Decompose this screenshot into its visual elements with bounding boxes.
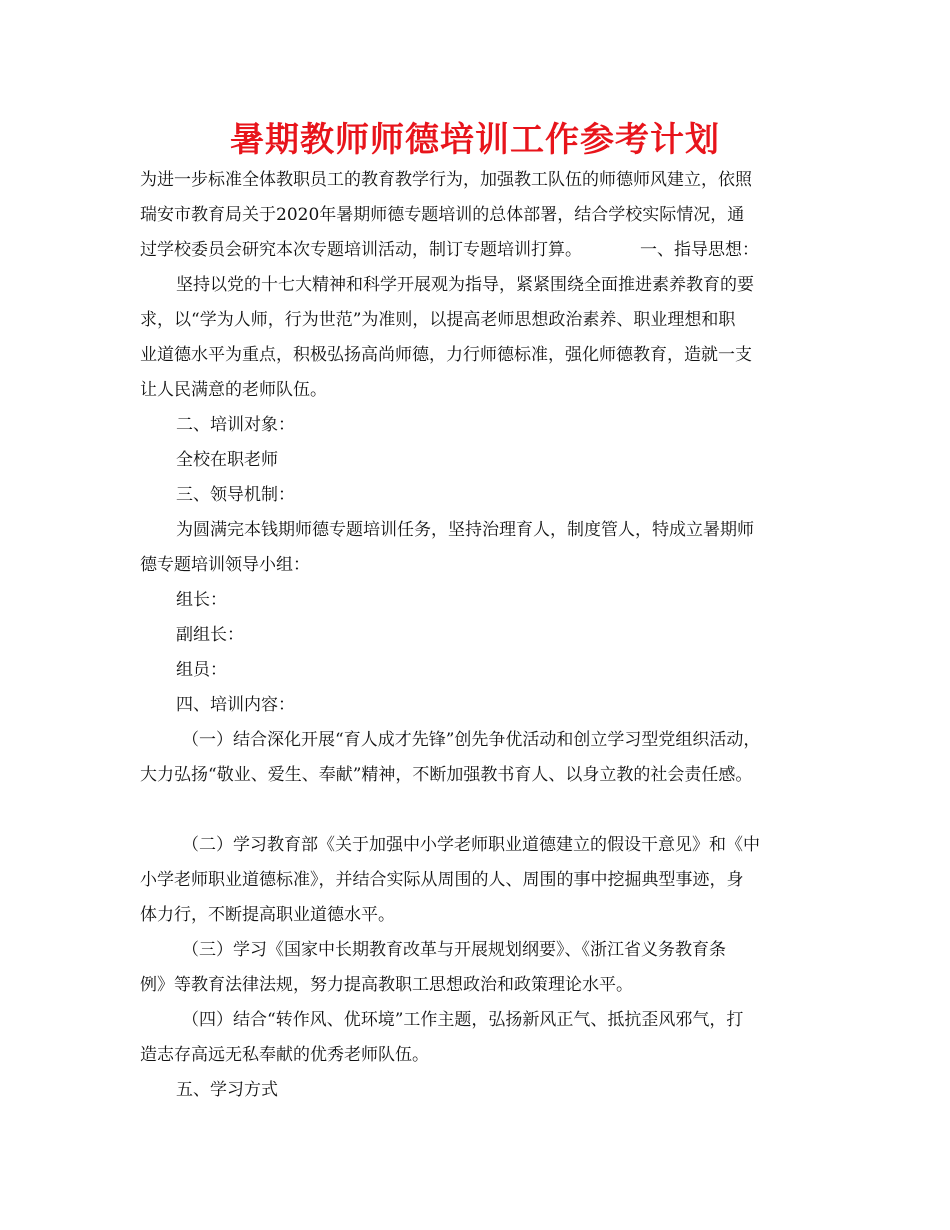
- section3-line-1: 为圆满完本钱期师德专题培训任务，坚持治理育人，制度管人，特成立暑期师: [176, 520, 754, 540]
- role-members: 组员：: [176, 660, 227, 680]
- role-deputy-leader: 副组长：: [176, 625, 244, 645]
- intro-line-3-row: [140, 238, 759, 262]
- intro-line-3: 过学校委员会研究本次专题培训活动，制订专题培训打算。: [140, 240, 582, 260]
- role-leader: 组长：: [176, 590, 227, 610]
- item4-line-1: （四）结合“转作风、优环境”工作主题，弘扬新风正气、抵抗歪风邪气，打: [182, 1010, 744, 1030]
- item2-line-3: 体力行，不断提高职业道德水平。: [140, 905, 395, 925]
- section1-heading: 一、指导思想：: [640, 240, 759, 260]
- section4-heading: 四、培训内容：: [176, 695, 295, 715]
- item1-line-1: （一）结合深化开展“育人成才先锋”创先争优活动和创立学习型党组织活动，: [182, 730, 761, 750]
- section2-body: 全校在职老师: [176, 450, 278, 470]
- item3-line-1: （三）学习《国家中长期教育改革与开展规划纲要》、《浙江省义务教育条: [182, 940, 726, 960]
- item3-line-2: 例》等教育法律法规，努力提高教职工思想政治和政策理论水平。: [140, 975, 633, 995]
- section3-line-2: 德专题培训领导小组：: [140, 555, 310, 575]
- section1-line-1: 坚持以党的十七大精神和科学开展观为指导，紧紧围绕全面推进素养教育的要: [176, 275, 754, 295]
- section2-heading: 二、培训对象：: [176, 415, 295, 435]
- intro-line-1: 为进一步标准全体教职员工的教育教学行为，加强教工队伍的师德师风建立，依照: [140, 170, 752, 190]
- item2-line-1: （二）学习教育部《关于加强中小学老师职业道德建立的假设干意见》和《中: [182, 835, 760, 855]
- item4-line-2: 造志存高远无私奉献的优秀老师队伍。: [140, 1045, 429, 1065]
- intro-line-2: 瑞安市教育局关于2020年暑期师德专题培训的总体部署，结合学校实际情况，通: [140, 205, 745, 225]
- section1-line-2: 求，以“学为人师，行为世范”为准则，以提高老师思想政治素养、职业理想和职: [140, 310, 736, 330]
- section5-heading: 五、学习方式: [176, 1080, 278, 1100]
- item1-line-2: 大力弘扬“敬业、爱生、奉献”精神，不断加强教书育人、以身立教的社会责任感。: [140, 765, 753, 785]
- section1-line-4: 让人民满意的老师队伍。: [140, 380, 327, 400]
- item2-line-2: 小学老师职业道德标准》，并结合实际从周围的人、周围的事中挖掘典型事迹，身: [140, 870, 744, 890]
- section3-heading: 三、领导机制：: [176, 485, 295, 505]
- document-title: 暑期教师师德培训工作参考计划: [230, 120, 720, 160]
- section1-line-3: 业道德水平为重点，积极弘扬高尚师德，力行师德标准，强化师德教育，造就一支: [140, 345, 752, 365]
